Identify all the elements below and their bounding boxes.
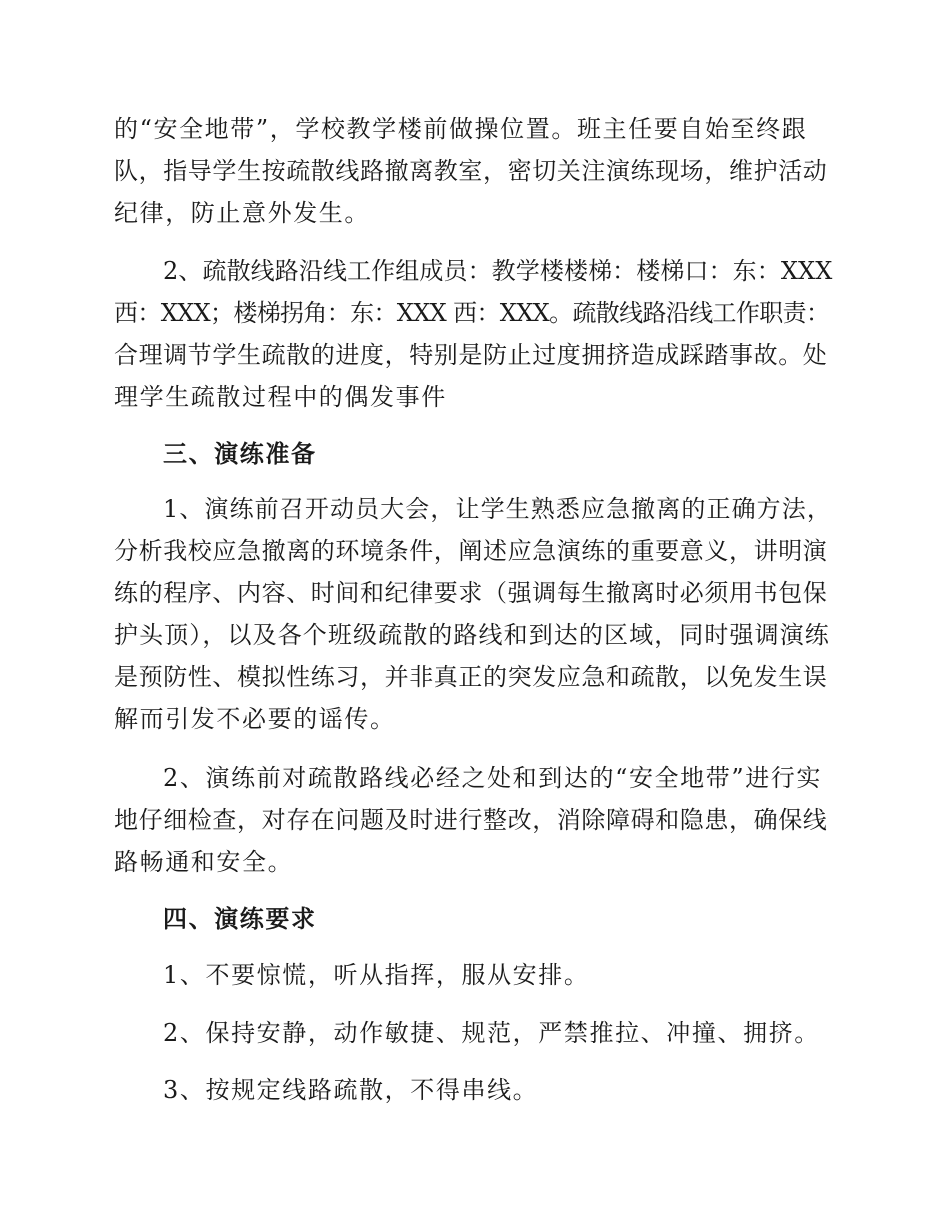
requirement-item: 3、按规定线路疏散，不得串线。 [163,1076,539,1104]
paragraph-line: 2、疏散线路沿线工作组成员：教学楼楼梯：楼梯口：东：XXX [163,257,833,285]
paragraph-line: 队，指导学生按疏散线路撤离教室，密切关注演练现场，维护活动 [114,157,828,185]
paragraph-line: 2、演练前对疏散路线必经之处和到达的“安全地带”进行实 [163,764,823,792]
paragraph-line: 1、演练前召开动员大会，让学生熟悉应急撤离的正确方法， [163,495,832,523]
paragraph-line: 西：XXX；楼梯拐角：东：XXX 西：XXX。疏散线路沿线工作职责： [114,299,830,327]
requirement-item: 2、保持安静，动作敏捷、规范，严禁推拉、冲撞、拥挤。 [163,1019,820,1047]
paragraph-line: 解而引发不必要的谣传。 [114,705,396,733]
paragraph-line: 理学生疏散过程中的偶发事件 [114,383,447,411]
paragraph-line: 护头顶），以及各个班级疏散的路线和到达的区域，同时强调演练 [114,621,830,649]
paragraph-line: 路畅通和安全。 [114,848,294,876]
paragraph-line: 地仔细检查，对存在问题及时进行整改，消除障碍和隐患，确保线 [114,806,828,834]
requirement-item: 1、不要惊慌，听从指挥，服从安排。 [163,961,590,989]
section-heading: 三、演练准备 [163,440,317,468]
paragraph-line: 纪律，防止意外发生。 [114,199,370,227]
paragraph-line: 是预防性、模拟性练习，并非真正的突发应急和疏散，以免发生误 [114,663,828,691]
paragraph-line: 合理调节学生疏散的进度，特别是防止过度拥挤造成踩踏事故。处 [114,341,828,369]
paragraph-line: 分析我校应急撤离的环境条件，阐述应急演练的重要意义，讲明演 [114,537,828,565]
paragraph-line: 的“安全地带”，学校教学楼前做操位置。班主任要自始至终跟 [114,115,808,143]
section-heading: 四、演练要求 [163,905,317,933]
paragraph-line: 练的程序、内容、时间和纪律要求（强调每生撤离时必须用书包保 [114,579,828,607]
